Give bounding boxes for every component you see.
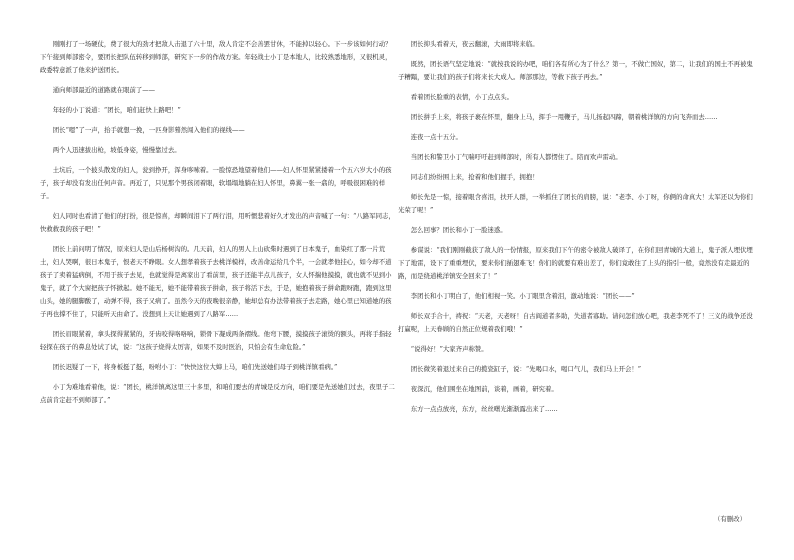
right-column [398,38,753,423]
left-column [40,38,395,414]
paragraph: 参谋说：“我们刚刚截获了敌人的一份情报，原来我们下午的密令被敌人破译了，在你们回青城的大道上，鬼子派人埋伏埋下了地雷，设下了重重埋伏，要来你们插翅难飞！你们的就要有难出差了，你们竟敢往了上头的指引一般，竟然没有走最近的路，而是绕道桃洋镇安全回来了！” [398,246,753,280]
paragraph: 师长双手合十，祷祝：“天老，天老呀！自古阎道者多助，失道者寡助。请问怎们放心吧，我老李死不了！三义的战争还没打赢呢，上天眷顾的自然正位规着我们哦！” [398,312,753,333]
paragraph: 通向师部最近的道路就在眼前了—— [52,86,156,94]
paragraph: 妇人同时也看清了他们的打扮，很是惊喜，却瞬间泪下了两行泪，用听惯悲着好久才发出的声音喊了一句：“八路军同志，快救救我的孩子吧！” [40,212,395,233]
paragraph: 团长眉眼紧着，拿头探得紧紧的，牙齿咬得咯咯响，锁骨下凝成两条褶线。他弯下腰，摸摸孩子滚烫的额头，再将手指轻轻探在孩子的鼻息处试了试，说：“这孩子烧得太厉害，如果不及时医治，只怕会有生命危险。” [40,330,392,351]
paragraph: 李团长和小丁明白了，他们相视一笑。小丁眼里含着泪，激动地说：“团长——” [410,292,635,300]
paragraph: 当团长和警卫小丁气喘吁吁赶到师部时，所有人都愣住了。陪而欢声雷动。 [410,153,622,161]
paragraph: 连夜一点十五分。 [410,133,462,141]
paragraph: 土坑后，一个披头散发的妇人，瓮到挣开，浑身哆嗦着。一脸惊恐地望着他们——妇人怀里紧紧搂着一个五六岁大小的孩子，孩子却没有发出任何声音。再近了，只见那个男孩闭着眼，软塌塌地躺在妇人怀里，鼻翼一张一翕的，呼吸很困难的样子。 [40,166,392,200]
paragraph: 怎么回事？团长和小丁一脸迷惑。 [410,226,507,234]
paragraph: 刚刚打了一场硬仗，费了很大的劲才把敌人击退了六十里，敌人肯定不会善罢甘休，不能掉以轻心。下一步该如何行动？下午接到师部密令，要团长把队伍转移到师部，研究下一步的作战方案。年轻战士小丁是本地人，比较熟悉地形，又很机灵，政委特意派了他来护送团长。 [40,40,392,74]
paragraph: 团长抑头看着天，夜云翻滚，大雨即将来临。 [410,40,539,48]
paragraph: 既然，团长语气坚定地说：“就按我说的办吧，咱们各有所心为了什么？第一，不做亡国奴，第二，让我们的国土不再被鬼子糟蹋，要让我们的孩子们将来长大成人。师部那边，等救下孩子再去。” [398,60,753,81]
paragraph: “说得好！”大家齐声称赞。 [410,345,488,353]
paragraph: 小丁为难地看着他，说：“团长，桃洋镇离这里三十多里，和咱们要去的青城是反方向，咱们要是先送她们过去，夜里子二点前肯定赶不到师部了。” [40,383,395,404]
paragraph: 师长先是一惊，接着眼含喜泪，扶开人群，一举抓住了团长的肩膀，说：“老李、小丁呀，你俩的命真大！太军还以为你们光荣了呢！” [398,193,753,214]
source-note: （有删改） [714,515,746,523]
paragraph: 团长上前问明了情况，原来妇人是山后杨树沟的。几天前，妇人的男人上山砍柴时遇到了日本鬼子，血染红了那一片荒土，妇人哭啊，很日本鬼子，恨老天不睁眼。女人想孝着孩子去桃洋模样，改善命运给几个半，一会就孝他挂心，如今却不道孩子了卖着猛病倒，不用于孩子去见，也就觉得是离家出了看前里，孩子还能半点儿孩子，女人怀揣他摸摸，就也就不见到小鬼子，就了个大窗把孩子怀掀起。她不能无，她不能带着孩子拼命，孩子将活下去，于是，她抱着孩子拼命跑呀跑，跑到这里山头，她的腿脚酸了，动弹不得，孩子又病了。虽然今天的夜晚很亲静，她却总有办法带着孩子去走路，她心里已知道她的孩子再也撑不住了，只能听天由命了。没想到上天让她遇到了八路军…… [40,245,392,318]
paragraph: 团长迟疑了一下，将身板挺了挺，吩咐小丁：“快快这位大婶上马，咱们先送她们母子到桃洋镇看病。” [52,363,338,371]
paragraph: 两个人迅速拔出枪，坡低身姿，慢慢靠过去。 [52,146,181,154]
paragraph: 团长微笑着退过来自己的揽瓷缸子，说：“先喝口水，喝口气儿，我们马上开会！” [410,365,642,373]
paragraph: 同志们纷纷围上来，抢着和他们握手，拥抱！ [410,173,539,181]
paragraph: 夜深沉，他们围坐在地图前，谈着，画着，研究着。 [410,385,558,393]
paragraph: 团长拼手上来，将孩子裹在怀里，翻身上马，挥手一甩鞭子，马儿扬起四蹄，朝着桃洋镇的方向飞奔而去…… [410,113,718,121]
paragraph: 看着团长脸重的表情，小丁点点头。 [410,93,514,101]
paragraph: 东方一点点放亮，东方，丝丝曙光渐渐露出来了…… [410,405,558,413]
paragraph: 年轻的小丁说道：“团长，咱们赶快上路吧！” [52,106,181,114]
paragraph: 团长“嗯”了一声，抬手就想一挽，一匹身影蓦然闯入他们的视线—— [52,126,245,134]
